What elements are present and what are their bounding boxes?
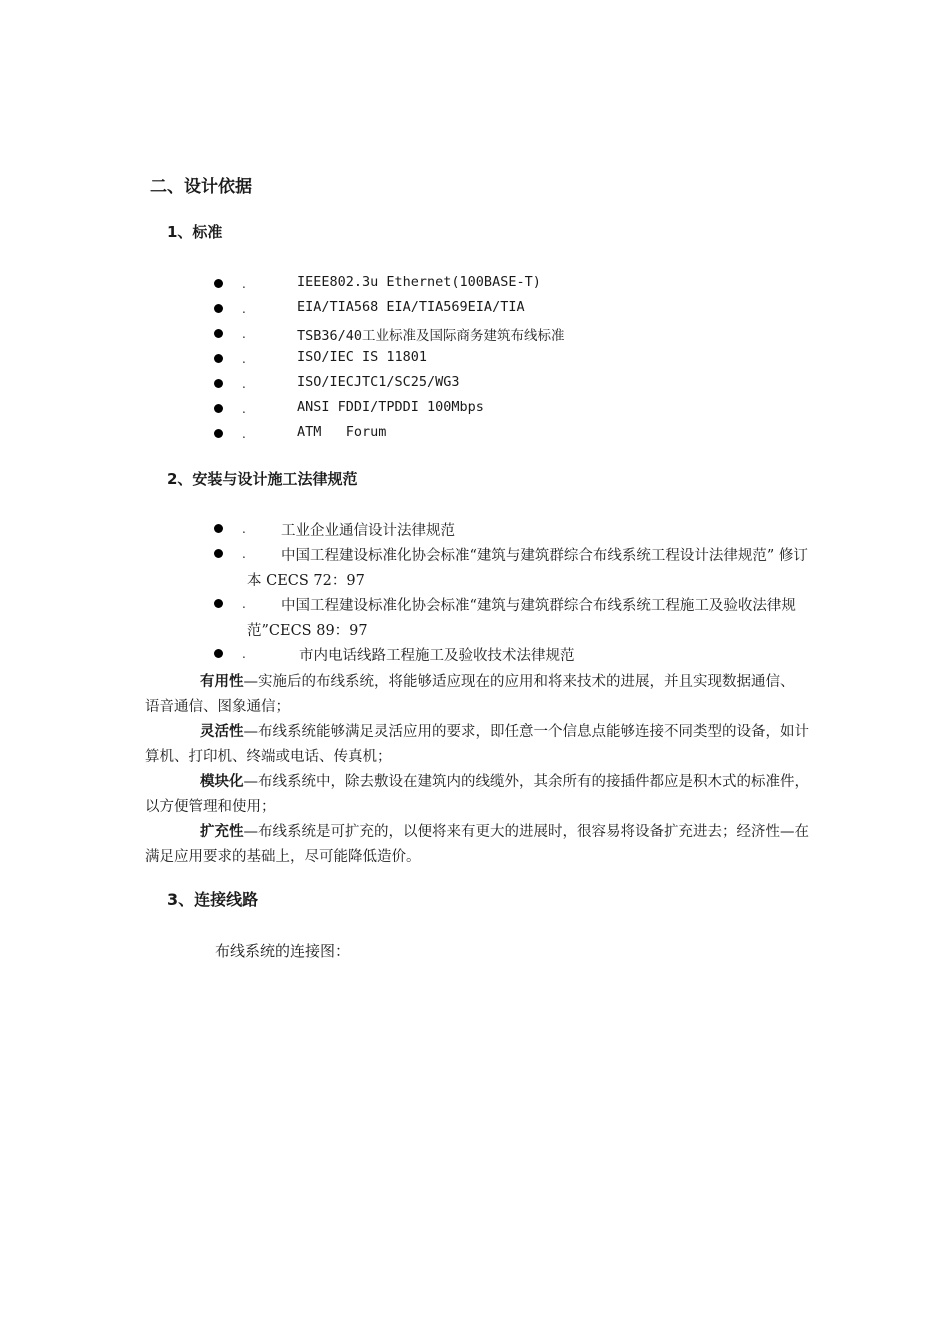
- list-item: . ANSI FDDI/TPDDI 100Mbps: [214, 399, 834, 424]
- subsection-title-connection: 3、连接线路: [167, 890, 259, 909]
- paragraph-usability: [145, 670, 810, 720]
- list-item: . ISO/IEC IS 11801: [214, 349, 834, 374]
- list-item-text: IEEE802.3u Ethernet(100BASE-T): [297, 274, 541, 290]
- list-item-text: 中国工程建设标准化协会标准“建筑与建筑群综合布线系统工程施工及验收法律规范”CECS 89：97: [247, 598, 796, 639]
- paragraph-text: —布线系统中，除去敷设在建筑内的线缆外，其余所有的接插件都应是积木式的标准件，以方便管理和使用；: [145, 774, 809, 815]
- paragraph-text: —布线系统能够满足灵活应用的要求，即任意一个信息点能够连接不同类型的设备，如计算机、打印机、终端或电话、传真机；: [145, 724, 809, 765]
- term-label: 模块化: [200, 774, 244, 790]
- list-item-text: ISO/IECJTC1/SC25/WG3: [297, 374, 460, 390]
- section-heading-design-basis: 二、设计依据: [150, 177, 252, 197]
- list-item: . ISO/IECJTC1/SC25/WG3: [214, 374, 834, 399]
- list-item-text: 中国工程建设标准化协会标准“建筑与建筑群综合布线系统工程设计法律规范” 修订本 CECS 72：97: [247, 548, 808, 589]
- list-item: . 中国工程建设标准化协会标准“建筑与建筑群综合布线系统工程设计法律规范” 修订本 CECS 72：97: [214, 544, 814, 594]
- list-item: . IEEE802.3u Ethernet(100BASE-T): [214, 274, 834, 299]
- subsection-title-regulations: 2、安装与设计施工法律规范: [167, 470, 358, 488]
- list-item: . 工业企业通信设计法律规范: [214, 519, 814, 544]
- list-item: . EIA/TIA568 EIA/TIA569EIA/TIA: [214, 299, 834, 324]
- standards-list: [214, 274, 834, 449]
- regulations-list: [214, 519, 814, 669]
- list-item: . 市内电话线路工程施工及验收技术法律规范: [214, 644, 814, 669]
- list-item-text: 市内电话线路工程施工及验收技术法律规范: [299, 648, 575, 664]
- list-item-text: ATM Forum: [297, 424, 387, 440]
- list-item-text: EIA/TIA568 EIA/TIA569EIA/TIA: [297, 299, 525, 315]
- paragraph-scalability: [145, 820, 810, 870]
- list-item: . 中国工程建设标准化协会标准“建筑与建筑群综合布线系统工程施工及验收法律规范”CECS 89：97: [214, 594, 814, 644]
- bullet-icon: [214, 354, 223, 363]
- list-item-text: ANSI FDDI/TPDDI 100Mbps: [297, 399, 484, 415]
- list-item-text: 工业企业通信设计法律规范: [281, 523, 455, 539]
- paragraph-modularity: [145, 770, 810, 820]
- list-item: . ATM Forum: [214, 424, 834, 449]
- bullet-icon: [214, 304, 223, 313]
- bullet-icon: [214, 599, 223, 608]
- bullet-icon: [214, 649, 223, 658]
- paragraph-text: —实施后的布线系统，将能够适应现在的应用和将来技术的进展，并且实现数据通信、 语音通信、图象通信；: [145, 674, 795, 715]
- subsection-title-standards: 1、标准: [167, 223, 223, 241]
- bullet-icon: [214, 429, 223, 438]
- diagram-caption: 布线系统的连接图：: [215, 942, 351, 960]
- list-item-text: TSB36/40工业标准及国际商务建筑布线标准: [297, 328, 565, 344]
- bullet-icon: [214, 524, 223, 533]
- bullet-icon: [214, 279, 223, 288]
- list-item-text: ISO/IEC IS 11801: [297, 349, 428, 365]
- term-label: 有用性: [200, 674, 244, 690]
- bullet-icon: [214, 329, 223, 338]
- term-label: 灵活性: [200, 724, 244, 740]
- list-item: . TSB36/40工业标准及国际商务建筑布线标准: [214, 324, 834, 349]
- term-label: 扩充性: [200, 824, 244, 840]
- bullet-icon: [214, 549, 223, 558]
- paragraph-text: —布线系统是可扩充的，以便将来有更大的进展时，很容易将设备扩充进去；经济性—在满足应用要求的基础上，尽可能降低造价。: [145, 824, 809, 865]
- bullet-icon: [214, 379, 223, 388]
- bullet-icon: [214, 404, 223, 413]
- paragraph-flexibility: [145, 720, 810, 770]
